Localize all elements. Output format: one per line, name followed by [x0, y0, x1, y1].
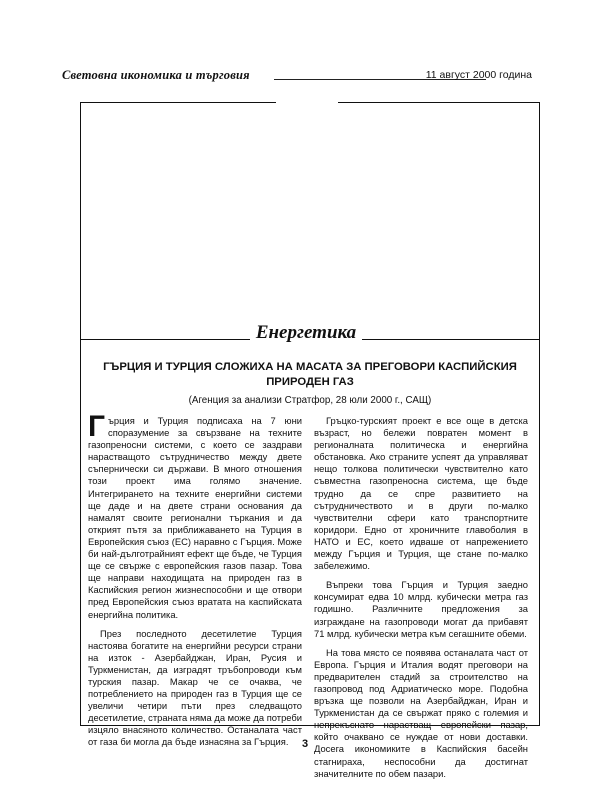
- paragraph: На това място се появява останалата част от Европа. Гърция и Италия водят преговори на предварителен стадий за строителство на газопровод под Адриатическо море. Подобна връзка ще позволи на Азербайджан, Иран и Туркменистан да се свържат пряко с големия и непрекъснато нарастващ европейски пазар, който очаквано се нуждае от нови доставки. Досега икономиките в Каспийския басейн стагнираха, неспособни да достигнат значителните по обем пазари.: [314, 646, 528, 779]
- paragraph: Гръцко-турският проект е все още в детска възраст, но бележи повратен момент в регионалната политическа и енергийна обстановка. Ако страните успеят да управляват нещо толкова политически чувствително като съвместна газопреносна система, ще бъде трудно да се спре развитието на сътрудничеството и в други по-малко чувствителни сфери като транспортните коридори. Едно от хроничните главоболия в НАТО и ЕС, което идваше от напрежението между Гърция и Турция, ще стане по-малко забележимо.: [314, 415, 528, 572]
- page-header: [62, 68, 538, 84]
- issue-date: 11 август 2000 година: [425, 69, 532, 81]
- paragraph: През последното десетилетие Турция настоява богатите на енергийни ресурси страни на изток - Азербайджан, Иран, Русия и Туркменистан, да изградят тръбопроводи към турския пазар. Макар че се очаква, че потреблението на природен газ в Турция ще се увеличи четири пъти през следващото десетилетие, страната няма да може да потреби изцяло внасяното количество. Останалата част от газа би могла да бъде изнасяна за Гърция.: [88, 627, 302, 748]
- section-rule-left: [80, 339, 250, 340]
- section-title: Енергетика: [255, 322, 357, 343]
- paragraph-text: ърция и Турция подписаха на 7 юни споразумение за свързване на техните газопреносни системи, с което се заздрави нарастващото сътрудничество между двете съпернически си държави. В много отношения този проект има голямо значение. Интегрирането на техните енергийни системи ще даде и на двете страни основания да намалят своите регионални търкания и да открият пътя за приближаването на Турция в Европейския съюз (ЕС) наравно с Гърция. Може би най-дълготрайният ефект ще бъде, че Турция ще се свърже с европейския газов пазар. Това ще направи находищата на природен газ в Каспийския регион жизнеспособни и ще отвори пред Европейския съюз вратата на каспийската енергийна политика.: [88, 415, 302, 620]
- drop-cap: Г: [88, 410, 106, 443]
- page-number: 3: [301, 738, 309, 750]
- article-source: (Агенция за анализи Стратфор, 28 юли 2000 г., САЩ): [188, 395, 432, 406]
- section-rule-right: [362, 339, 540, 340]
- publication-title: Световна икономика и търговия: [62, 68, 250, 82]
- paragraph: [88, 410, 302, 621]
- article-column-right: [314, 415, 528, 780]
- article-headline: ГЪРЦИЯ И ТУРЦИЯ СЛОЖИХА НА МАСАТА ЗА ПРЕГОВОРИ КАСПИЙСКИЯ ПРИРОДЕН ГАЗ: [103, 361, 517, 388]
- article-column-left: [88, 410, 302, 749]
- paragraph: Въпреки това Гърция и Турция заедно консумират едва 10 млрд. кубически метра газ годишно. Различните предложения за изграждане на газопроводи могат да прибавят 71 млрд. кубически метра към сегашните обеми.: [314, 579, 528, 639]
